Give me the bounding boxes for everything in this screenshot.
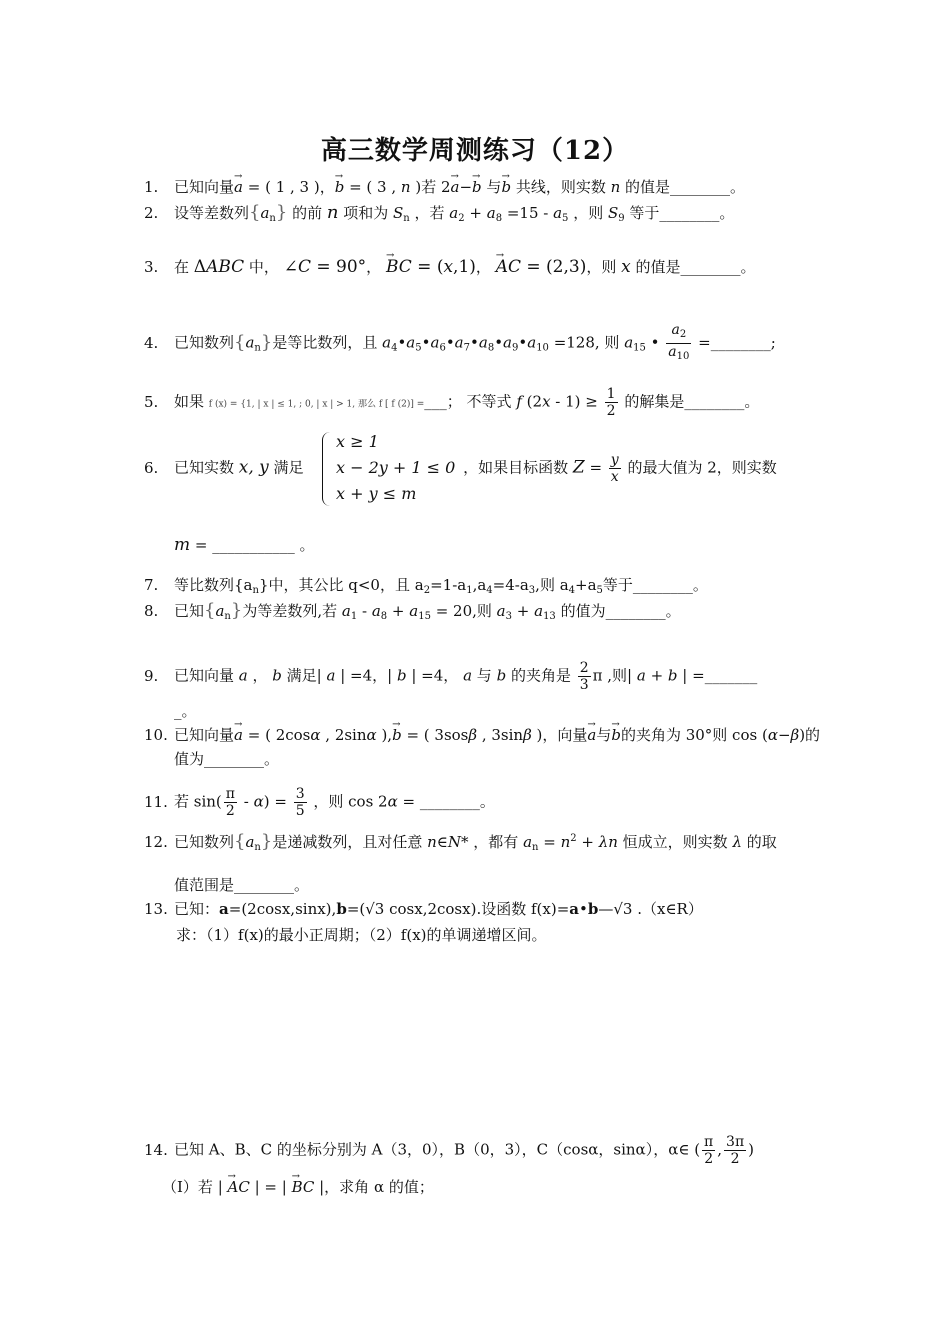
- question-8: 8. 已知$\{a_n\}$为等差数列,若 $a_1 - a_8 + a_{15} = 20$,则 $a_3 + a_{13}$ 的值为________。: [144, 600, 681, 622]
- question-9: 9. 已知向量 a ， b 满足| a | =4，| b | =4， a 与 b 的夹角是 $\frac{2}{3}$ π ,则| a + b | =_______: [144, 660, 758, 693]
- question-12: 12. 已知数列$\{a_n\}$是递减数列，且对任意 n∈N* ，都有 $a_n = n^2 + \lambda n$ 恒成立，则实数 λ 的取: [144, 831, 777, 853]
- question-11: 11. 若 sin( $\frac{\pi}{2}$ - α) = $\frac{3}{5}$ ，则 cos 2α = ________。: [144, 786, 495, 819]
- question-4: 4. 已知数列$\{a_n\}$是等比数列，且 $a_4•a_5•a_6•a_7•a_8•a_9•a_{10} =128$, 则 $a_{15}$ • $\frac{a_2}{a_{10}}$ =________;: [144, 322, 776, 362]
- question-13: 13. 已知：a=(2cosx,sinx),b=(√3 cosx,2cosx).设函数 f(x)=a•b—√3 .（x∈R）: [144, 900, 703, 918]
- question-6-continuation: m = ___________ 。: [174, 535, 315, 555]
- page-title: 高三数学周测练习（12）: [320, 136, 630, 166]
- question-3: 3. 在 ΔABC 中， ∠C = 90°， → BC = (x,1)， → AC = (2,3)，则 x 的值是________。: [144, 256, 810, 278]
- question-6: 6. 已知实数 x, y 满足 ，如果目标函数 Z = $\frac{y}{x}$ 的最大值为 2，则实数: [144, 452, 777, 485]
- question-2: 2. 设等差数列$\{a_n\}$ 的前 n 项和为 $S_n$ ，若 $a_2 + a_8 =15 - a_5$ ，则 $S_9$ 等于________。: [144, 202, 735, 224]
- question-10: 10. 已知向量→ a = ( 2cosα , 2sinα ),→ b = ( 3sosβ , 3sinβ )，向量→ a与→ b的夹角为 30°则 cos (α−β)的: [144, 724, 810, 746]
- question-14: 14. 已知 A、B、C 的坐标分别为 A（3，0），B（0，3），C（cosα，sinα），α∈ ( $\frac{\pi}{2}$ , $\frac{3\pi}{2}$ ): [144, 1134, 754, 1167]
- question-7: 7. 等比数列$\{a_n\}$中，其公比 q<0，且 $a_2=1-a_1,a_4=4-a_3$,则 $a_4+a_5$等于________。: [144, 576, 708, 596]
- worksheet-page: 高三数学周测练习（12） 1. 已知向量→ a = ( 1 , 3 )，→ b = ( 3 , n )若 2→ a−→ b 与→ b 共线，则实数 n 的值是________。 2. 设等差数列$\{a_n\}$ 的前 n 项和为 $S_n$ ，若 $a_2 + a_8 =15 - a_5$ ，则 $S_9$ 等于________。 3. 在 ΔABC 中， ∠C = 90°， → BC = (x,1)， → AC = (2,3)，则 x 的值是________。 4. 已知数列$\{a_n\}$是等比数列，且 $a_4•a_5•a_6•a_7•a_8•a_9•a_{10} =128$, 则 $a_{15}$ • $\frac{a_2}{a_{10}}$ =________; 5. 如果 f (x) = {1, | x | ≤ 1, ; 0, | x | > 1, 那么 f [ f (2)] =___； 不等式 f (2x - 1) ≥ $\frac{1}{2}$ 的解集是________。 6. 已知实数 x, y 满足 ，如果目标函数 Z = $\frac{y}{x}$ 的最大值为 2，则实数 x ≥ 1 x − 2y + 1 ≤ 0 x + y ≤ m m = ___________ 。 7. 等比数列$\{a_n\}$中，其公比 q<0，且 $a_2=1-a_1,a_4=4-a_3$,则 $a_4+a_5$等于________。 8. 已知$\{a_n\}$为等差数列,若 $a_1 - a_8 + a_{15} = 20$,则 $a_3 + a_{13}$ 的值为________。 9. 已知向量 a ， b 满足| a | =4，| b | =4， a 与 b 的夹角是 $\frac{2}{3}$ π ,则| a + b | =_______ _。 10. 已知向量→ a = ( 2cosα , 2sinα ),→ b = ( 3sosβ , 3sinβ )，向量→ a与→ b的夹角为 30°则 cos (α−β)的 值为________。 11. 若 sin( $\frac{\pi}{2}$ - α) = $\frac{3}{5}$ ，则 cos 2α = ________。 12. 已知数列$\{a_n\}$是递减数列，且对任意 n∈N* ，都有 $a_n = n^2 + \lambda n$ 恒成立，则实数 λ 的取 值范围是________。 13. 已知：a=(2cosx,sinx),b=(√3 cosx,2cosx).设函数 f(x)=a•b—√3 .（x∈R） 求：（1）f(x)的最小正周期；（2）f(x)的单调递增区间。 14. 已知 A、B、C 的坐标分别为 A（3，0），B（0，3），C（cosα，sinα），α∈ ( $\frac{\pi}{2}$ , $\frac{3\pi}{2}$ ) （Ⅰ）若 | → AC | = | → BC |，求角 α 的值；: [0, 0, 950, 1344]
- question-5: 5. 如果 f (x) = {1, | x | ≤ 1, ; 0, | x | > 1, 那么 f [ f (2)] =___； 不等式 f (2x - 1) ≥ $\frac{1}{2}$ 的解集是________。: [144, 386, 760, 419]
- question-1: 1. 已知向量→ a = ( 1 , 3 )，→ b = ( 3 , n )若 2→ a−→ b 与→ b 共线，则实数 n 的值是________。: [144, 176, 810, 198]
